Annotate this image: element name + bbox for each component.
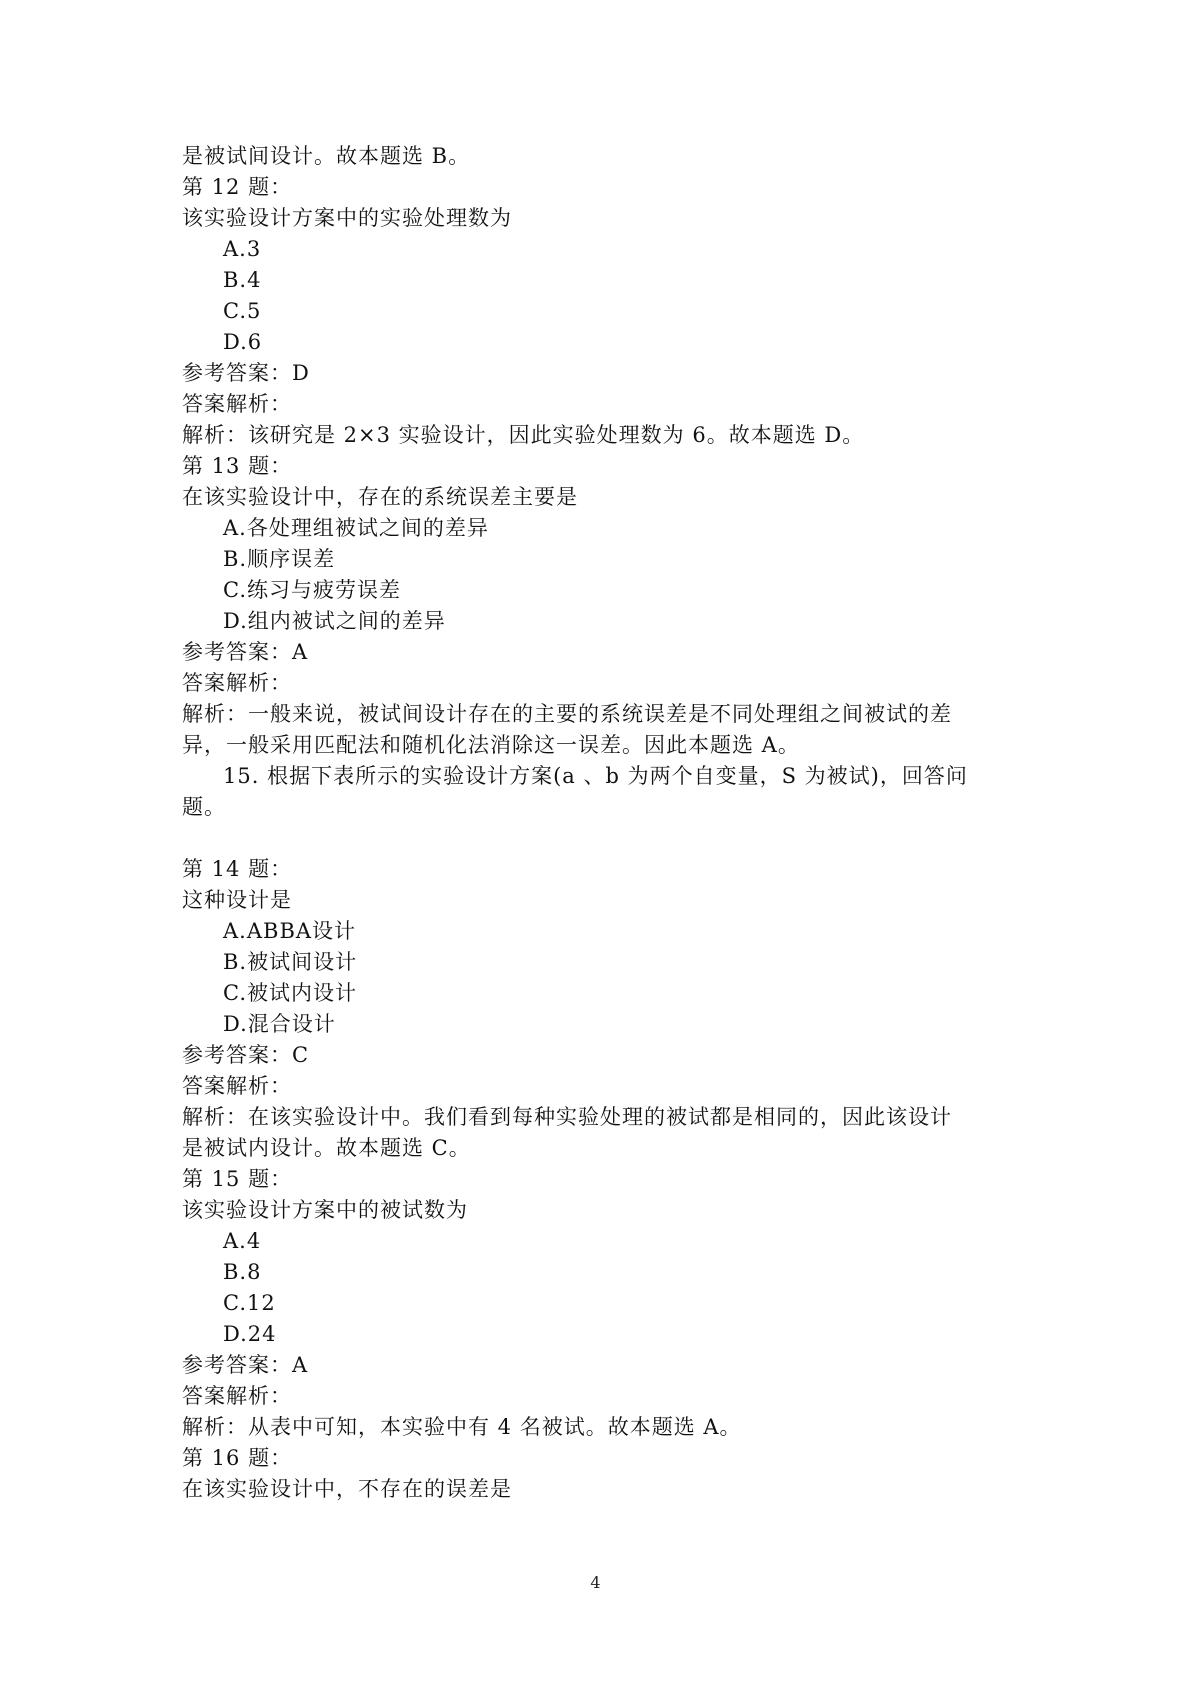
answer-option: A.3 bbox=[223, 237, 262, 261]
text-line: 答案解析： bbox=[182, 1384, 292, 1408]
text-line: 第 16 题： bbox=[182, 1446, 293, 1470]
answer-option: B.8 bbox=[223, 1260, 262, 1284]
answer-option: B.顺序误差 bbox=[223, 547, 336, 571]
text-line: 解析：从表中可知，本实验中有 4 名被试。故本题选 A。 bbox=[182, 1415, 742, 1439]
text-line: 解析：一般来说，被试间设计存在的主要的系统误差是不同处理组之间被试的差 bbox=[182, 702, 952, 726]
text-line: 是被试间设计。故本题选 B。 bbox=[182, 144, 471, 168]
page-number: 4 bbox=[590, 1573, 601, 1592]
answer-option: C.5 bbox=[223, 299, 262, 323]
text-line: 参考答案：A bbox=[182, 640, 309, 664]
blank-line bbox=[182, 823, 1012, 854]
answer-option: C.被试内设计 bbox=[223, 981, 357, 1005]
answer-option: D.组内被试之间的差异 bbox=[223, 609, 446, 633]
text-line: 参考答案：A bbox=[182, 1353, 309, 1377]
text-line: 该实验设计方案中的被试数为 bbox=[182, 1198, 468, 1222]
answer-option: C.12 bbox=[223, 1291, 276, 1315]
text-line: 参考答案：C bbox=[182, 1043, 310, 1067]
answer-option: B.被试间设计 bbox=[223, 950, 358, 974]
answer-option: D.6 bbox=[223, 330, 263, 354]
text-line: 第 13 题： bbox=[182, 454, 293, 478]
question-stem-paragraph: 15. 根据下表所示的实验设计方案(a 、b 为两个自变量，S 为被试)，回答问 bbox=[223, 764, 968, 788]
answer-option: A.ABBA设计 bbox=[223, 919, 357, 943]
text-line: 参考答案：D bbox=[182, 361, 310, 385]
text-line: 题。 bbox=[182, 795, 226, 819]
document-body bbox=[182, 141, 1012, 1505]
text-line: 在该实验设计中，不存在的误差是 bbox=[182, 1477, 512, 1501]
answer-option: D.混合设计 bbox=[223, 1012, 336, 1036]
answer-option: B.4 bbox=[223, 268, 262, 292]
text-line: 第 12 题： bbox=[182, 175, 293, 199]
text-line: 答案解析： bbox=[182, 1074, 292, 1098]
text-line: 解析：在该实验设计中。我们看到每种实验处理的被试都是相同的，因此该设计 bbox=[182, 1105, 952, 1129]
answer-option: A.各处理组被试之间的差异 bbox=[223, 516, 489, 540]
text-line: 答案解析： bbox=[182, 671, 292, 695]
text-line: 是被试内设计。故本题选 C。 bbox=[182, 1136, 471, 1160]
text-line: 在该实验设计中，存在的系统误差主要是 bbox=[182, 485, 578, 509]
text-line: 答案解析： bbox=[182, 392, 292, 416]
answer-option: A.4 bbox=[223, 1229, 262, 1253]
text-line: 这种设计是 bbox=[182, 888, 292, 912]
text-line: 第 15 题： bbox=[182, 1167, 293, 1191]
text-line: 该实验设计方案中的实验处理数为 bbox=[182, 206, 512, 230]
text-line: 异，一般采用匹配法和随机化法消除这一误差。因此本题选 A。 bbox=[182, 733, 800, 757]
answer-option: D.24 bbox=[223, 1322, 277, 1346]
text-line: 解析：该研究是 2×3 实验设计，因此实验处理数为 6。故本题选 D。 bbox=[182, 423, 865, 447]
text-line: 第 14 题： bbox=[182, 857, 293, 881]
answer-option: C.练习与疲劳误差 bbox=[223, 578, 401, 602]
